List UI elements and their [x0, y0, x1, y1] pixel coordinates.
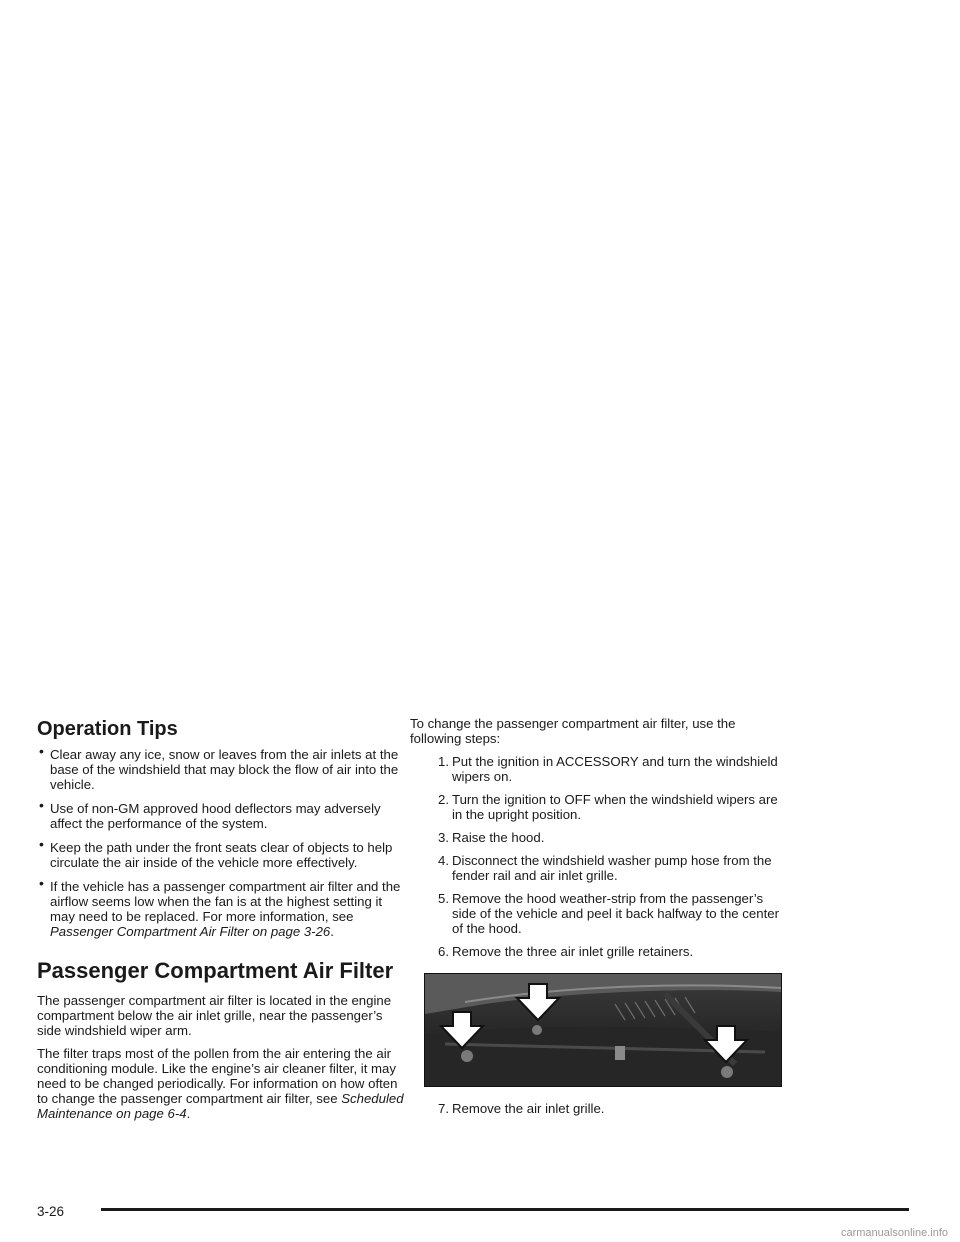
operation-tips-heading: Operation Tips	[37, 718, 178, 740]
left-column	[37, 716, 405, 1129]
list-item: 7. Remove the air inlet grille.	[438, 1101, 605, 1116]
retainer-icon	[461, 1050, 473, 1062]
steps-list-continued	[410, 1101, 782, 1116]
operation-tips-list	[37, 743, 405, 939]
list-item: • If the vehicle has a passenger compartment air filter and the airflow seems low when the fan is at the highest setting it may need to be replaced. For more information, see Passenger Compartment Air Filter on page 3-26.	[39, 875, 401, 939]
list-item: 5. Remove the hood weather-strip from the passenger’s side of the vehicle and peel it back halfway to the center of the hood.	[438, 891, 779, 936]
air-filter-heading: Passenger Compartment Air Filter	[37, 958, 394, 983]
steps-list	[410, 754, 782, 959]
retainer-icon	[532, 1025, 542, 1035]
footer-divider	[101, 1208, 909, 1211]
watermark: carmanualsonline.info	[840, 1227, 948, 1239]
cross-reference-link[interactable]: Scheduled Maintenance on page 6-4	[37, 1091, 404, 1121]
list-item: • Keep the path under the front seats clear of objects to help circulate the air inside of the vehicle more effectively.	[39, 836, 393, 870]
list-item: • Use of non-GM approved hood deflectors may adversely affect the performance of the system.	[39, 797, 381, 831]
list-item: 3. Raise the hood.	[438, 830, 545, 845]
grille-illustration	[425, 974, 781, 1086]
list-item: 1. Put the ignition in ACCESSORY and turn the windshield wipers on.	[438, 754, 778, 784]
page-number: 3-26	[37, 1204, 65, 1219]
right-column	[410, 716, 782, 1124]
filter-maintenance-paragraph: The filter traps most of the pollen from the air entering the air conditioning module. Like the engine’s air cleaner filter, it may need to be changed periodically. For information on how often to change the passenger compartment air filter, see Scheduled Maintenance on page 6-4.	[37, 1046, 404, 1121]
list-item: 4. Disconnect the windshield washer pump hose from the fender rail and air inlet grille.	[438, 853, 772, 883]
retainer-icon	[721, 1066, 733, 1078]
clip-shape	[615, 1046, 625, 1060]
bullet-icon: •	[39, 836, 44, 852]
filter-location-paragraph: The passenger compartment air filter is located in the engine compartment below the air inlet grille, near the passenger’s side windshield wiper arm.	[37, 993, 392, 1038]
steps-intro: To change the passenger compartment air filter, use the following steps:	[410, 716, 736, 746]
list-item: 2. Turn the ignition to OFF when the windshield wipers are in the upright position.	[438, 792, 778, 822]
bullet-icon: •	[39, 797, 44, 813]
bullet-icon: •	[39, 875, 44, 891]
cross-reference-link[interactable]: Passenger Compartment Air Filter on page 3-26	[50, 924, 331, 939]
list-item: 6. Remove the three air inlet grille retainers.	[438, 944, 694, 959]
air-inlet-grille-photo	[424, 973, 782, 1087]
hood-shape	[425, 974, 781, 1014]
list-item: • Clear away any ice, snow or leaves from the air inlets at the base of the windshield that may block the flow of air into the vehicle.	[39, 743, 399, 792]
bullet-icon: •	[39, 743, 44, 759]
